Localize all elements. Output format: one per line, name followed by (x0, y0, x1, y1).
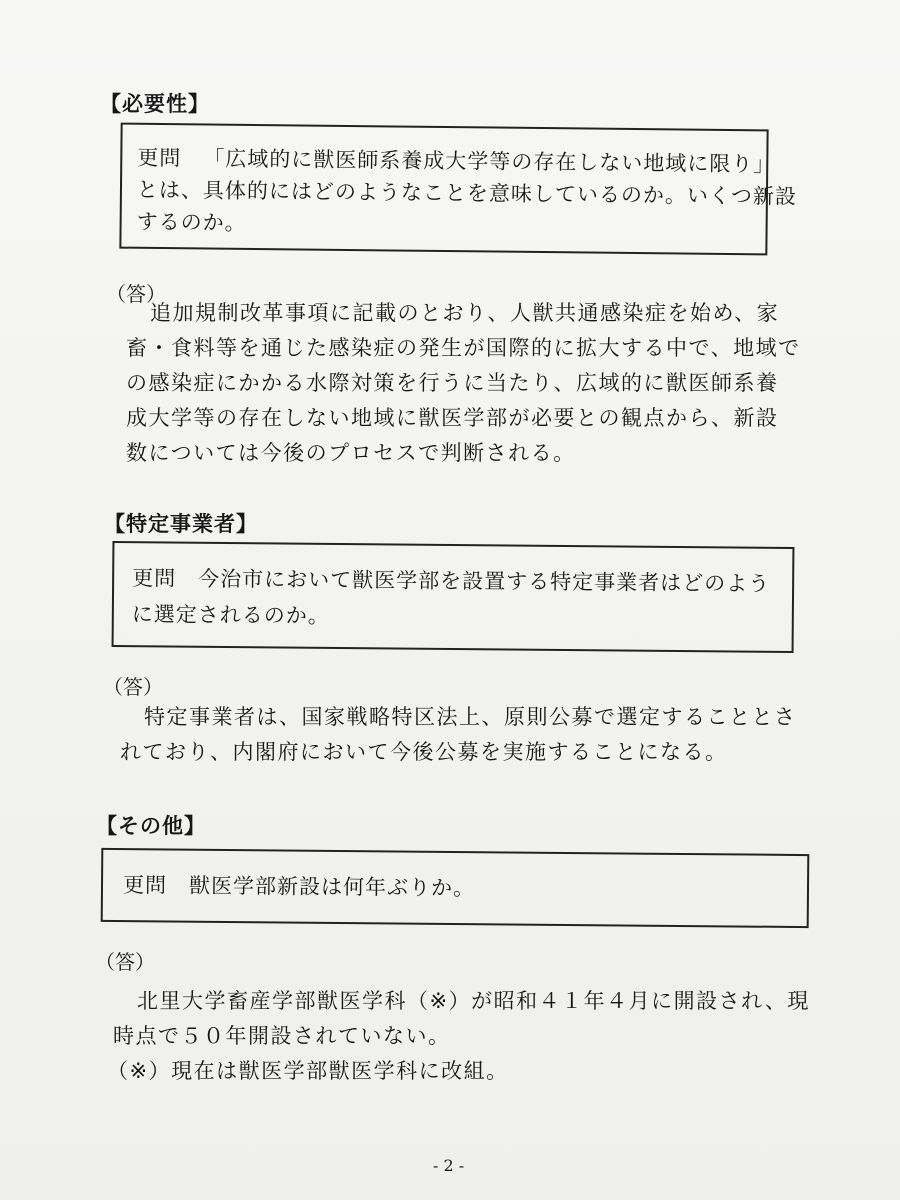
question-line: に選定されるのか。 (131, 602, 330, 628)
answer-body-necessity (126, 296, 806, 471)
question-line: とは、具体的にはどのようなことを意味しているのか。いくつ新設 (136, 177, 798, 209)
question-line: 更問 獣医学部新設は何年ぶりか。 (122, 873, 476, 901)
answer-line: 追加規制改革事項に記載のとおり、人獣共通感染症を始め、家 (150, 301, 780, 325)
answer-line: 畜・食料等を通じた感染症の発生が国際的に拡大する中で、地域で (126, 336, 801, 360)
answer-body-designated-operator (120, 700, 820, 770)
section-heading-necessity: 【必要性】 (100, 92, 210, 116)
answer-line: 数については今後のプロセスで判断される。 (126, 441, 576, 465)
question-label: 更問 (137, 145, 182, 171)
question-line: するのか。 (136, 209, 247, 235)
answer-line: 北里大学畜産学部獣医学科（※）が昭和４１年４月に開設され、現 (137, 989, 810, 1013)
question-box-other (101, 848, 810, 928)
page-number: - 2 - (433, 1156, 465, 1175)
answer-note: （※）現在は獣医学部獣医学科に改組。 (107, 1059, 509, 1083)
answer-body-other (107, 984, 833, 1089)
answer-line: れており、内閣府において今後公募を実施することになる。 (120, 740, 728, 764)
answer-label: （答） (106, 282, 166, 306)
question-label: 更問 (132, 566, 177, 591)
question-box-necessity (119, 123, 798, 256)
answer-line: 特定事業者は、国家戦略特区法上、原則公募で選定することとさ (144, 705, 797, 729)
answer-line: の感染症にかかる水際対策を行うに当たり、広域的に獣医師系養 (126, 371, 779, 395)
section-heading-other: 【その他】 (96, 814, 206, 838)
answer-label: （答） (103, 675, 163, 699)
answer-label: （答） (95, 950, 155, 974)
question-box-designated-operator (112, 541, 795, 653)
answer-line: 成大学等の存在しない地域に獣医学部が必要との観点から、新設 (126, 406, 779, 430)
question-label: 更問 (122, 873, 168, 898)
section-heading-designated-operator: 【特定事業者】 (104, 512, 258, 536)
answer-line: 時点で５０年開設されていない。 (113, 1024, 451, 1048)
question-line: 更問 「広域的に獣医師系養成大学等の存在しない地域に限り」 (137, 145, 776, 177)
question-line: 更問 今治市において獣医学部を設置する特定事業者はどのよう (132, 566, 771, 596)
